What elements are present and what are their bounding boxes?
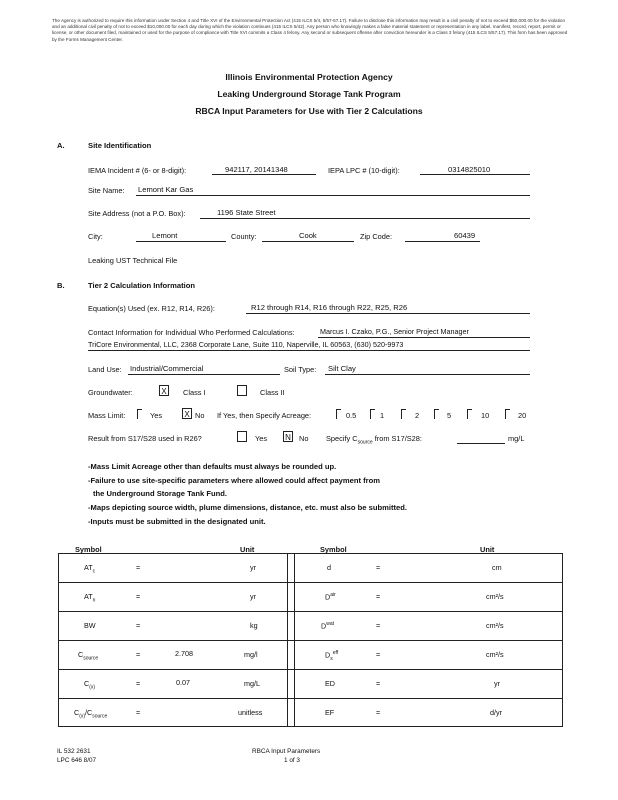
value-atc[interactable] [150,561,245,573]
land-use-line [128,374,280,375]
acreage-20-label: 20 [518,411,527,420]
section-b-title: Tier 2 Calculation Information [88,281,196,290]
equations-label: Equation(s) Used (ex. R12, R14, R26): [88,304,215,313]
eq-atc: = [136,563,141,572]
specify-line[interactable] [457,443,505,444]
acreage-5-checkbox[interactable] [434,409,439,419]
symbol-csource: $C_{source}$ [78,650,99,662]
county-label: County: [231,232,257,241]
unit-ef: d/yr [490,708,502,717]
class1-checkbox[interactable]: X [159,385,169,396]
site-address-line [200,218,530,219]
soil-type-field[interactable]: Silt Clay [328,364,356,373]
mass-limit-label: Mass Limit: [88,411,126,420]
symbol-header-right: Symbol [320,545,347,554]
county-line [262,241,354,242]
eq-ef: = [376,708,381,717]
iema-line [212,174,316,175]
contact-line-1 [318,337,530,338]
note-3: the Underground Storage Tank Fund. [93,489,228,498]
iepa-line [420,174,530,175]
iema-label: IEMA Incident # (6- or 8-digit): [88,166,187,175]
iepa-field[interactable]: 0314825010 [448,165,491,174]
eq-cx: = [136,679,141,688]
eq-dair: = [376,592,381,601]
unit-header-left: Unit [240,545,255,554]
eq-cx-csource: = [136,708,141,717]
symbol-header-left: Symbol [75,545,102,554]
result-no-label: No [299,434,309,443]
footer-title: RBCA Input Parameters [252,748,321,755]
class2-checkbox[interactable] [237,385,247,396]
unit-cx-csource: unitless [238,708,263,717]
unit-dair: cm²/s [486,592,504,601]
contact-field-2[interactable]: TriCore Environmental, LLC, 2368 Corporate Lane, Suite 110, Naperville, IL 60563, (630) 520-9973 [88,340,404,349]
form-title: RBCA Input Parameters for Use with Tier 2 Calculations [195,106,423,116]
section-a-title: Site Identification [88,141,152,150]
land-use-label: Land Use: [88,365,122,374]
contact-line-2 [88,350,530,351]
soil-type-label: Soil Type: [284,365,317,374]
zip-line [405,241,480,242]
mass-no-checkbox[interactable]: X [182,408,192,419]
row-divider [58,611,563,612]
symbol-dwat: $D^{wat}$ [321,621,334,631]
iepa-label: IEPA LPC # (10-digit): [328,166,400,175]
acreage-1-checkbox[interactable] [370,409,375,419]
eq-dseff: = [376,650,381,659]
acreage-label: If Yes, then Specify Acreage: [217,411,312,420]
site-address-field[interactable]: 1196 State Street [217,208,276,217]
eq-ed: = [376,679,381,688]
row-divider [58,698,563,699]
acreage-2-checkbox[interactable] [401,409,406,419]
mass-no-label: No [195,411,205,420]
program-name: Leaking Underground Storage Tank Program [217,89,401,99]
contact-field-1[interactable]: Marcus I. Czako, P.G., Senior Project Manager [320,327,469,336]
unit-csource: mg/l [244,650,258,659]
unit-atc: yr [250,563,256,572]
eq-atn: = [136,592,141,601]
zip-label: Zip Code: [360,232,393,241]
result-no-checkbox[interactable]: N [283,431,293,442]
city-line [136,241,226,242]
land-use-field[interactable]: Industrial/Commercial [130,364,204,373]
iema-field[interactable]: 942117, 20141348 [225,165,288,174]
value-ef[interactable] [390,706,485,718]
eq-dwat: = [376,621,381,630]
note-2: -Failure to use site-specific parameters where allowed could affect payment from [88,476,381,485]
note-5: -Inputs must be submitted in the designated unit. [88,517,266,526]
acreage-0-5-label: 0.5 [346,411,357,420]
agency-name: Illinois Environmental Protection Agency [225,72,393,82]
value-ed[interactable] [390,677,485,689]
value-dair[interactable] [390,590,485,602]
acreage-5-label: 5 [447,411,452,420]
specify-unit: mg/L [508,434,525,443]
value-dwat[interactable] [390,619,485,631]
symbol-ed: ED [325,679,335,688]
acreage-0-5-checkbox[interactable] [336,409,341,419]
value-cx-csource[interactable] [150,706,230,718]
equations-field[interactable]: R12 through R14, R16 through R22, R25, R26 [251,303,408,312]
file-label: Leaking UST Technical File [88,256,178,265]
symbol-bw: BW [84,621,96,630]
acreage-10-checkbox[interactable] [467,409,472,419]
acreage-1-label: 1 [380,411,385,420]
site-address-label: Site Address (not a P.O. Box): [88,209,186,218]
unit-ed: yr [494,679,500,688]
county-field[interactable]: Cook [299,231,317,240]
form-number: IL 532 2631 [57,748,91,755]
eq-bw: = [136,621,141,630]
unit-bw: kg [250,621,258,630]
lpc-number: LPC 646 8/07 [57,757,97,764]
symbol-cx-csource: $C_{(x)}/C_{source}$ [74,708,108,720]
unit-d: cm [492,563,502,572]
unit-atn: yr [250,592,256,601]
row-divider [58,669,563,670]
site-name-label: Site Name: [88,186,125,195]
value-bw[interactable] [150,619,245,631]
result-yes-checkbox[interactable] [237,431,247,442]
equations-line [246,313,530,314]
section-b-letter: B. [57,281,65,290]
city-field[interactable]: Lemont [152,231,178,240]
symbol-atn: $AT_n$ [84,592,96,604]
soil-type-line [325,374,530,375]
unit-dseff: cm²/s [486,650,504,659]
eq-d: = [376,563,381,572]
mass-yes-checkbox[interactable] [137,409,142,419]
unit-cx: mg/L [244,679,260,688]
note-4: -Maps depicting source width, plume dimensions, distance, etc. must also be submitted. [88,503,407,512]
specify-text: Specify C [326,434,358,443]
value-dseff[interactable] [390,648,485,660]
groundwater-label: Groundwater: [88,388,133,397]
value-d[interactable] [390,561,485,573]
symbol-atc: $AT_c$ [84,563,96,575]
acreage-20-checkbox[interactable] [505,409,510,419]
acreage-2-label: 2 [415,411,420,420]
value-csource[interactable]: 2.708 [175,649,193,658]
legal-notice: The Agency is authorized to require this information under Section 4 and Title XVI of the Environmental Protection Act (415 ILCS 5/4, 5/57-57.17). Failure to disclose this information may result in a civil penalty of not to exceed $50,000.00 for the violation and an additional civil penalty of not to exceed $10,000.00 for each day during which the violation continues (415 ILCS 5/42). Any person who knowingly makes a false material statement or representation in any label, manifest, record, report, permit or license, or other document filed, maintained or used for the purpose of compliance with Title XVI commits a Class 4 felony. Any second or subsequent offense after conviction hereunder is a Class 3 felony (415 ILCS 5/57.17). This form has been approved by the Forms Management Center. [52,18,568,42]
symbol-ef: EF [325,708,335,717]
site-name-line [136,195,530,196]
row-divider [58,582,563,583]
city-label: City: [88,232,103,241]
page-number: 1 of 3 [284,757,300,764]
symbol-d: d [327,563,331,572]
result-yes-label: Yes [255,434,268,443]
value-cx[interactable]: 0.07 [176,678,190,687]
result-label: Result from S17/S28 used in R26? [88,434,202,443]
section-a-letter: A. [57,141,65,150]
unit-dwat: cm²/s [486,621,504,630]
eq-csource: = [136,650,141,659]
symbol-dseff: $D_s^{eff}$ [325,650,339,662]
acreage-10-label: 10 [481,411,490,420]
symbol-cx: $C_{(x)}$ [84,679,96,691]
mass-yes-label: Yes [150,411,163,420]
unit-header-right: Unit [480,545,495,554]
class2-label: Class II [260,388,285,397]
specify-label [326,434,422,445]
note-1: -Mass Limit Acreage other than defaults must always be rounded up. [88,462,337,471]
row-divider [58,640,563,641]
specify-sub: source [357,439,373,446]
specify-from: from S17/S28: [374,434,422,443]
contact-label: Contact Information for Individual Who Performed Calculations: [88,328,295,337]
class1-label: Class I [183,388,206,397]
site-name-field[interactable]: Lemont Kar Gas [138,185,194,194]
symbol-dair: $D^{air}$ [325,592,336,602]
value-atn[interactable] [150,590,245,602]
zip-field[interactable]: 60439 [454,231,476,240]
